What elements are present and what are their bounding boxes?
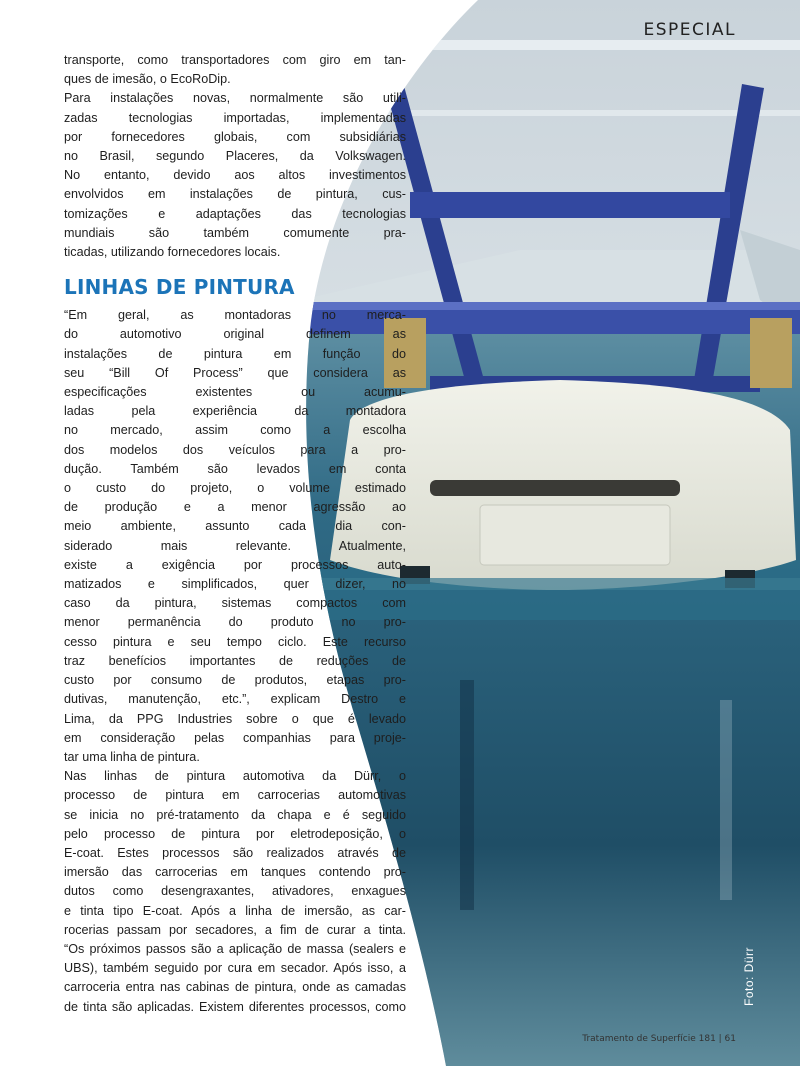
text-line: No entanto, devido aos altos investimentos [64,168,406,183]
text-line: do automotivo original definem as [64,327,406,342]
text-line: matizados e simplificados, quer dizer, no [64,577,406,592]
text-line: “Em geral, as montadoras no merca- [64,308,406,323]
text-line: o custo do projeto, o volume estimado [64,481,406,496]
photo-credit: Foto: Dürr [742,946,756,1006]
text-line: E-coat. Estes processos são realizados através de [64,845,406,860]
section-tag: ESPECIAL [643,20,736,40]
paragraph [64,51,406,262]
text-line: dutos como desengraxantes, ativadores, enxagues [64,884,406,899]
paragraph [64,767,406,1017]
text-line: caso da pintura, sistemas compactos com [64,596,406,611]
text-line: traz benefícios importantes de reduções de [64,653,406,668]
text-line: ticadas, utilizando fornecedores locais. [64,245,281,260]
text-line: por fornecedores globais, com subsidiárias [64,129,406,144]
text-line: se inicia no pré-tratamento da chapa e é seguido [64,807,406,822]
section-heading: LINHAS DE PINTURA [64,275,295,300]
text-line: ladas pela experiência da montadora [64,404,406,419]
text-line: dos modelos dos veículos para a pro- [64,442,406,457]
text-line: rocerias passam por secadores, a fim de curar a tinta. [64,922,406,937]
text-line: pelo processo de pintura por eletrodeposição, o [64,826,406,841]
text-line: menor permanência do produto no pro- [64,615,406,630]
text-line: “Os próximos passos são a aplicação de massa (sealers e [64,941,406,956]
text-line: dutivas, manutenção, etc.”, explicam Destro e [64,692,406,707]
text-line: especificações existentes ou acumu- [64,385,406,400]
text-line: processo de pintura em carrocerias automotivas [64,788,406,803]
text-line: ques de imesão, o EcoRoDip. [64,72,231,87]
text-line: no Brasil, segundo Placeres, da Volkswagen. [64,149,406,164]
text-line: tomizações e adaptações das tecnologias [64,206,406,221]
text-line: tar uma linha de pintura. [64,749,200,764]
text-line: mundiais são também comumente pra- [64,225,406,240]
text-line: em consideração pelas companhias para proje- [64,730,406,745]
text-line: carroceria entra nas cabinas de pintura, onde as camadas [64,980,406,995]
text-line: dução. Também são levados em conta [64,461,406,476]
text-line: seu “Bill Of Process” que considera as [64,365,406,380]
text-line: e tinta tipo E-coat. Após a linha de imersão, as car- [64,903,406,918]
text-line: imersão das carrocerias em tanques contendo pro- [64,865,406,880]
text-line: Lima, da PPG Industries sobre o que é levado [64,711,406,726]
text-line: custo por consumo de produtos, etapas pro- [64,673,406,688]
text-line: de tinta são aplicadas. Existem diferentes processos, como [64,999,406,1014]
text-line: siderado mais relevante. Atualmente, [64,538,406,553]
paragraph [64,306,406,767]
text-line: instalações de pintura em função do [64,346,406,361]
body-column [64,51,406,1017]
text-line: existe a exigência por processos auto- [64,557,406,572]
text-line: meio ambiente, assunto cada dia con- [64,519,406,534]
text-line: cesso pintura e seu tempo ciclo. Este recurso [64,634,406,649]
text-line: de produção e a menor agressão ao [64,500,406,515]
text-line: transporte, como transportadores com giro em tan- [64,53,406,67]
text-line: envolvidos em instalações de pintura, cus- [64,187,406,202]
text-line: Para instalações novas, normalmente são utili- [64,91,406,106]
text-line: zadas tecnologias importadas, implementadas [64,110,406,125]
text-line: UBS), também seguido por cura em secador. Após isso, a [64,961,406,976]
text-line: no mercado, assim como a escolha [64,423,406,438]
text-line: Nas linhas de pintura automotiva da Dürr, o [64,769,406,784]
page-folio: Tratamento de Superfície 181 | 61 [582,1034,736,1044]
